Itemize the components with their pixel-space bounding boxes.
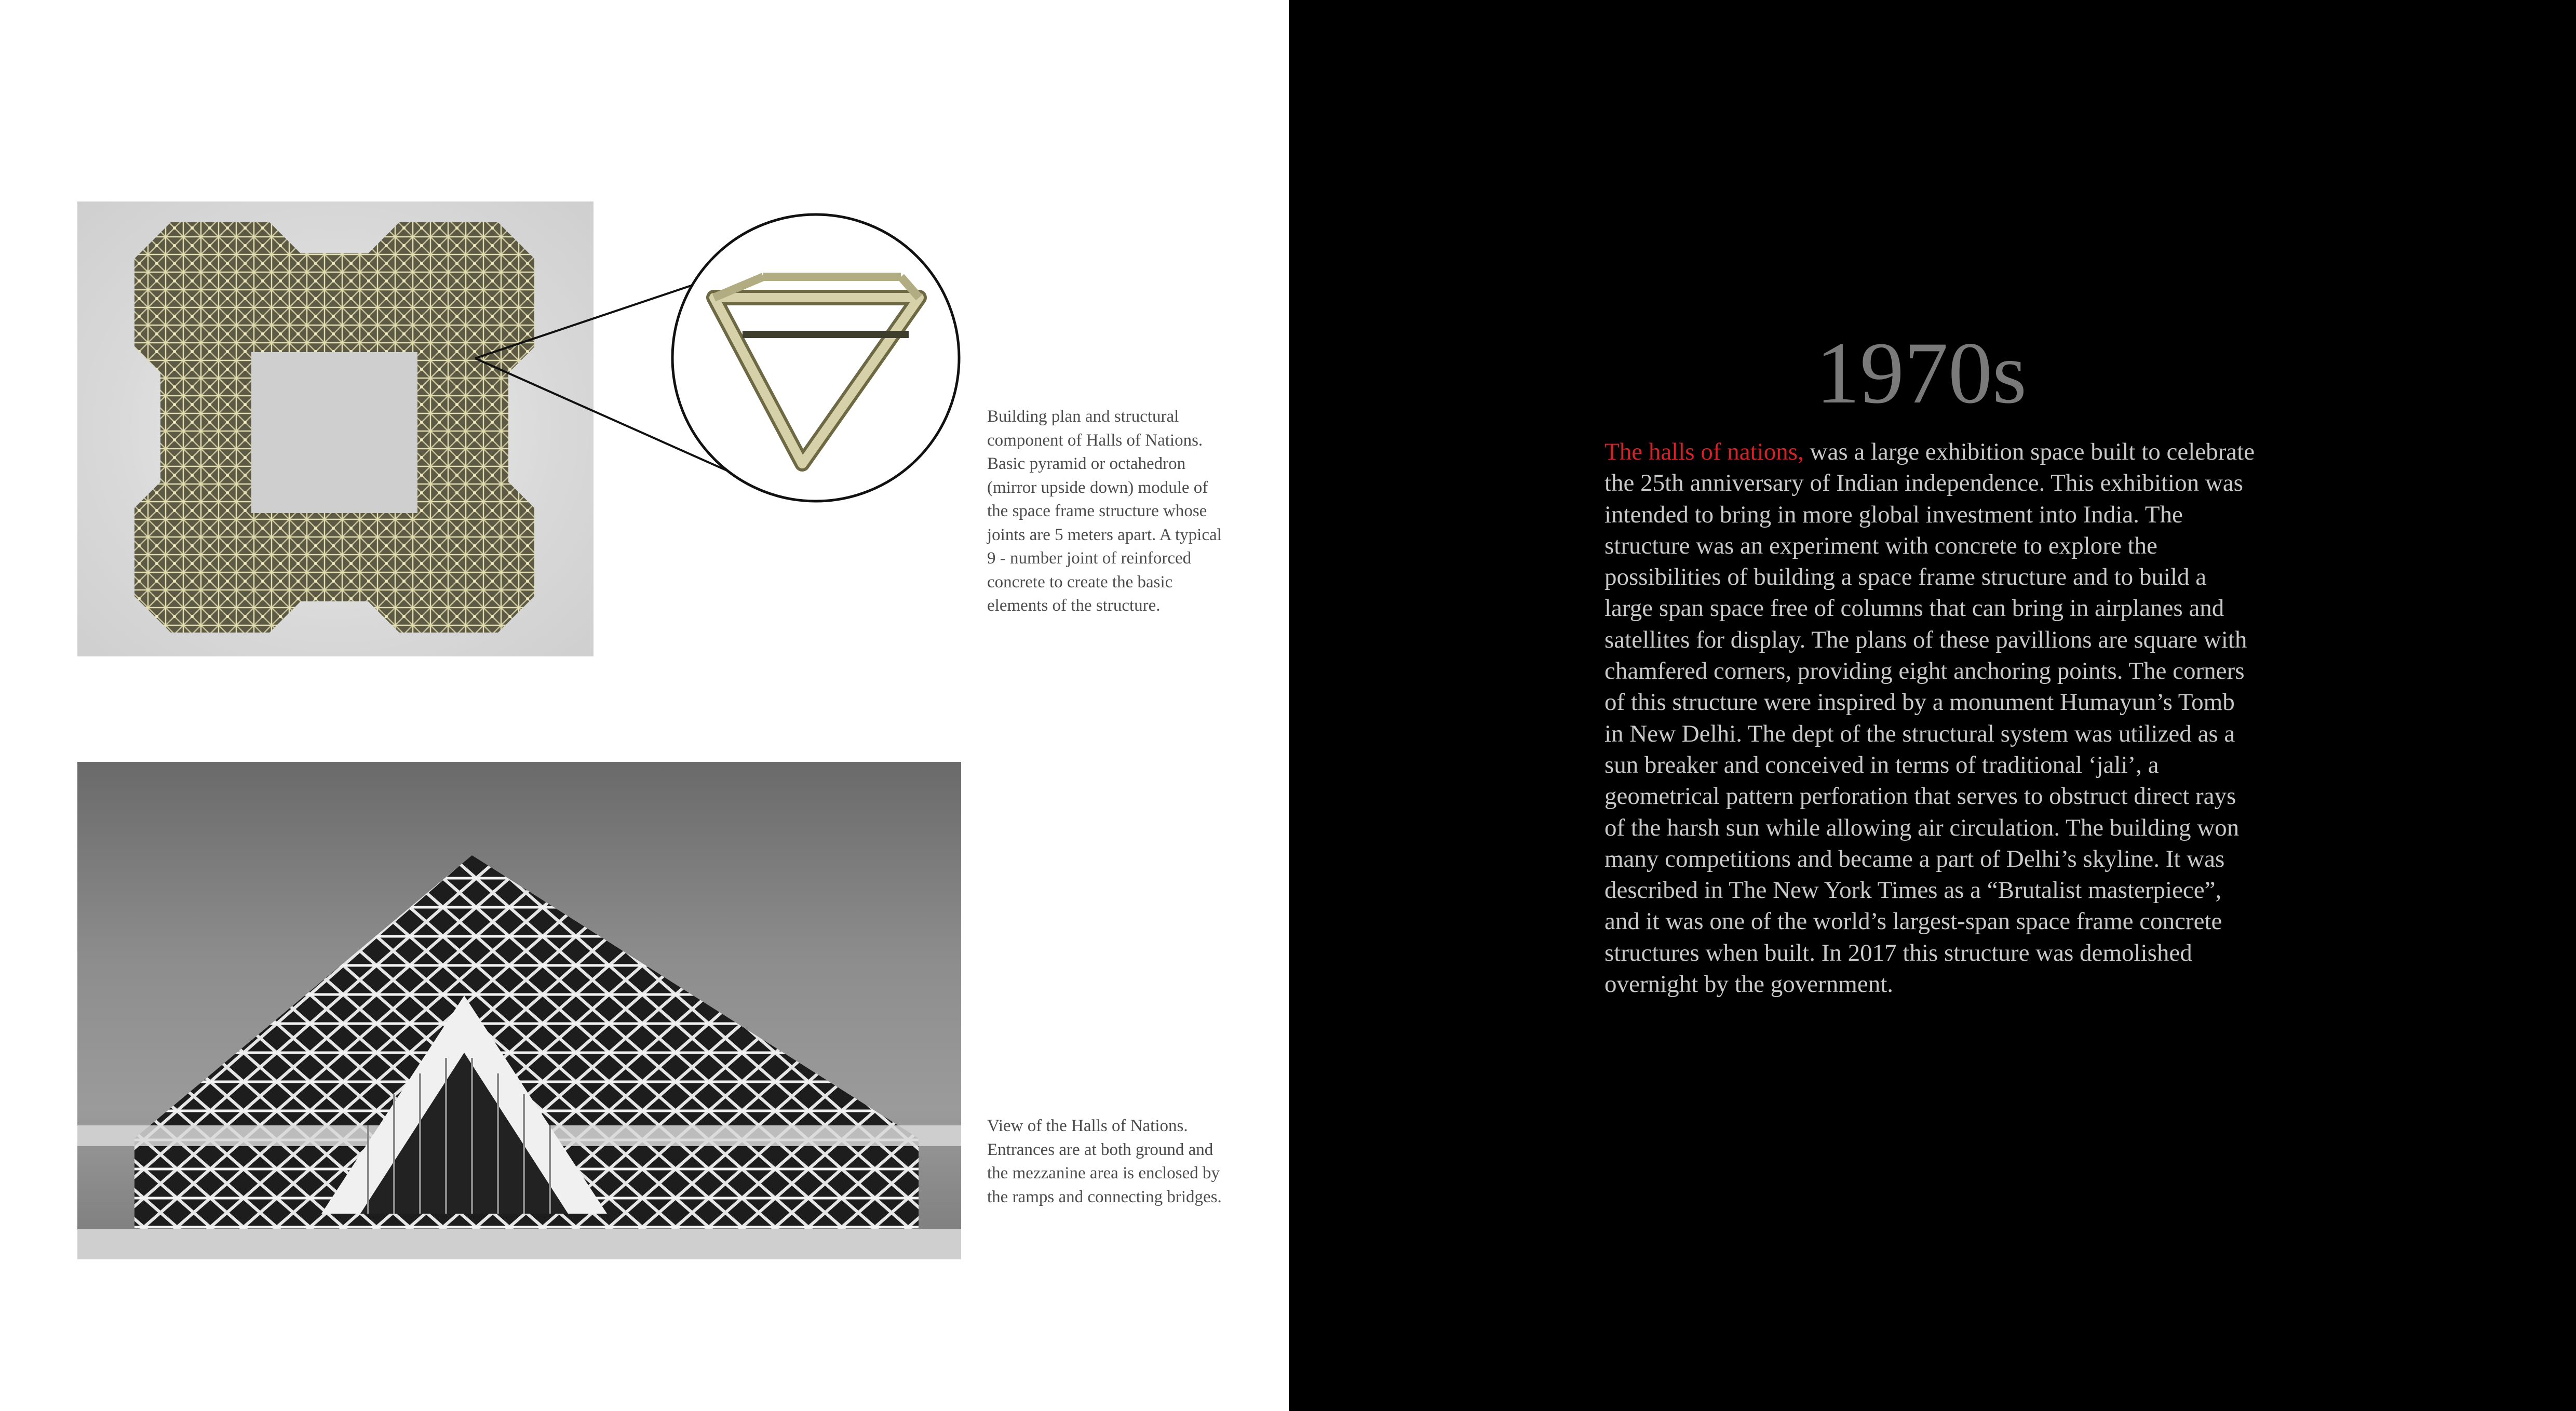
paragraph-body: was a large exhibition space built to celebrate the 25th anniversary of Indian independence. This exhibition was intended to bring in more global investment into India. The structure was an experiment with concrete to explore the possibilities of building a space frame structure and to build a large span space free of columns that can bring in airplanes and satellites for display. The plans of these pavillions are square with chamfered corners, providing eight anchoring points. The corners of this structure were inspired by a monument Humayun’s Tomb in New Delhi. The dept of the structural system was utilized as a sun breaker and conceived in terms of traditional ‘jali’, a geometrical pattern perforation that serves to obstruct direct rays of the harsh sun while allowing air circulation. The building won many competitions and became a part of Delhi’s skyline. It was described in The New York Times as a “Brutalist masterpiece”, and it was one of the world’s largest-span space frame concrete structures when built. In 2017 this structure was demolished overnight by the government. [1604, 438, 2255, 998]
history-paragraph [1604, 436, 2259, 1000]
building-plan-image [77, 201, 594, 656]
view-caption: View of the Halls of Nations. Entrances are at both ground and the mezzanine area is enclosed by the ramps and connecting bridges. [987, 1117, 1222, 1206]
plan-caption: Building plan and structural component of Halls of Nations. Basic pyramid or octahedron (mirror upside down) module of the space frame structure whose joints are 5 meters apart. A typical 9 - number joint of reinforced concrete to create the basic elements of the structure. [987, 407, 1222, 615]
decade-title: 1970s [1815, 324, 2027, 422]
highlighted-lead: The halls of nations, [1604, 438, 1804, 465]
octahedron-module-detail [670, 212, 962, 504]
halls-of-nations-photo [77, 762, 961, 1259]
